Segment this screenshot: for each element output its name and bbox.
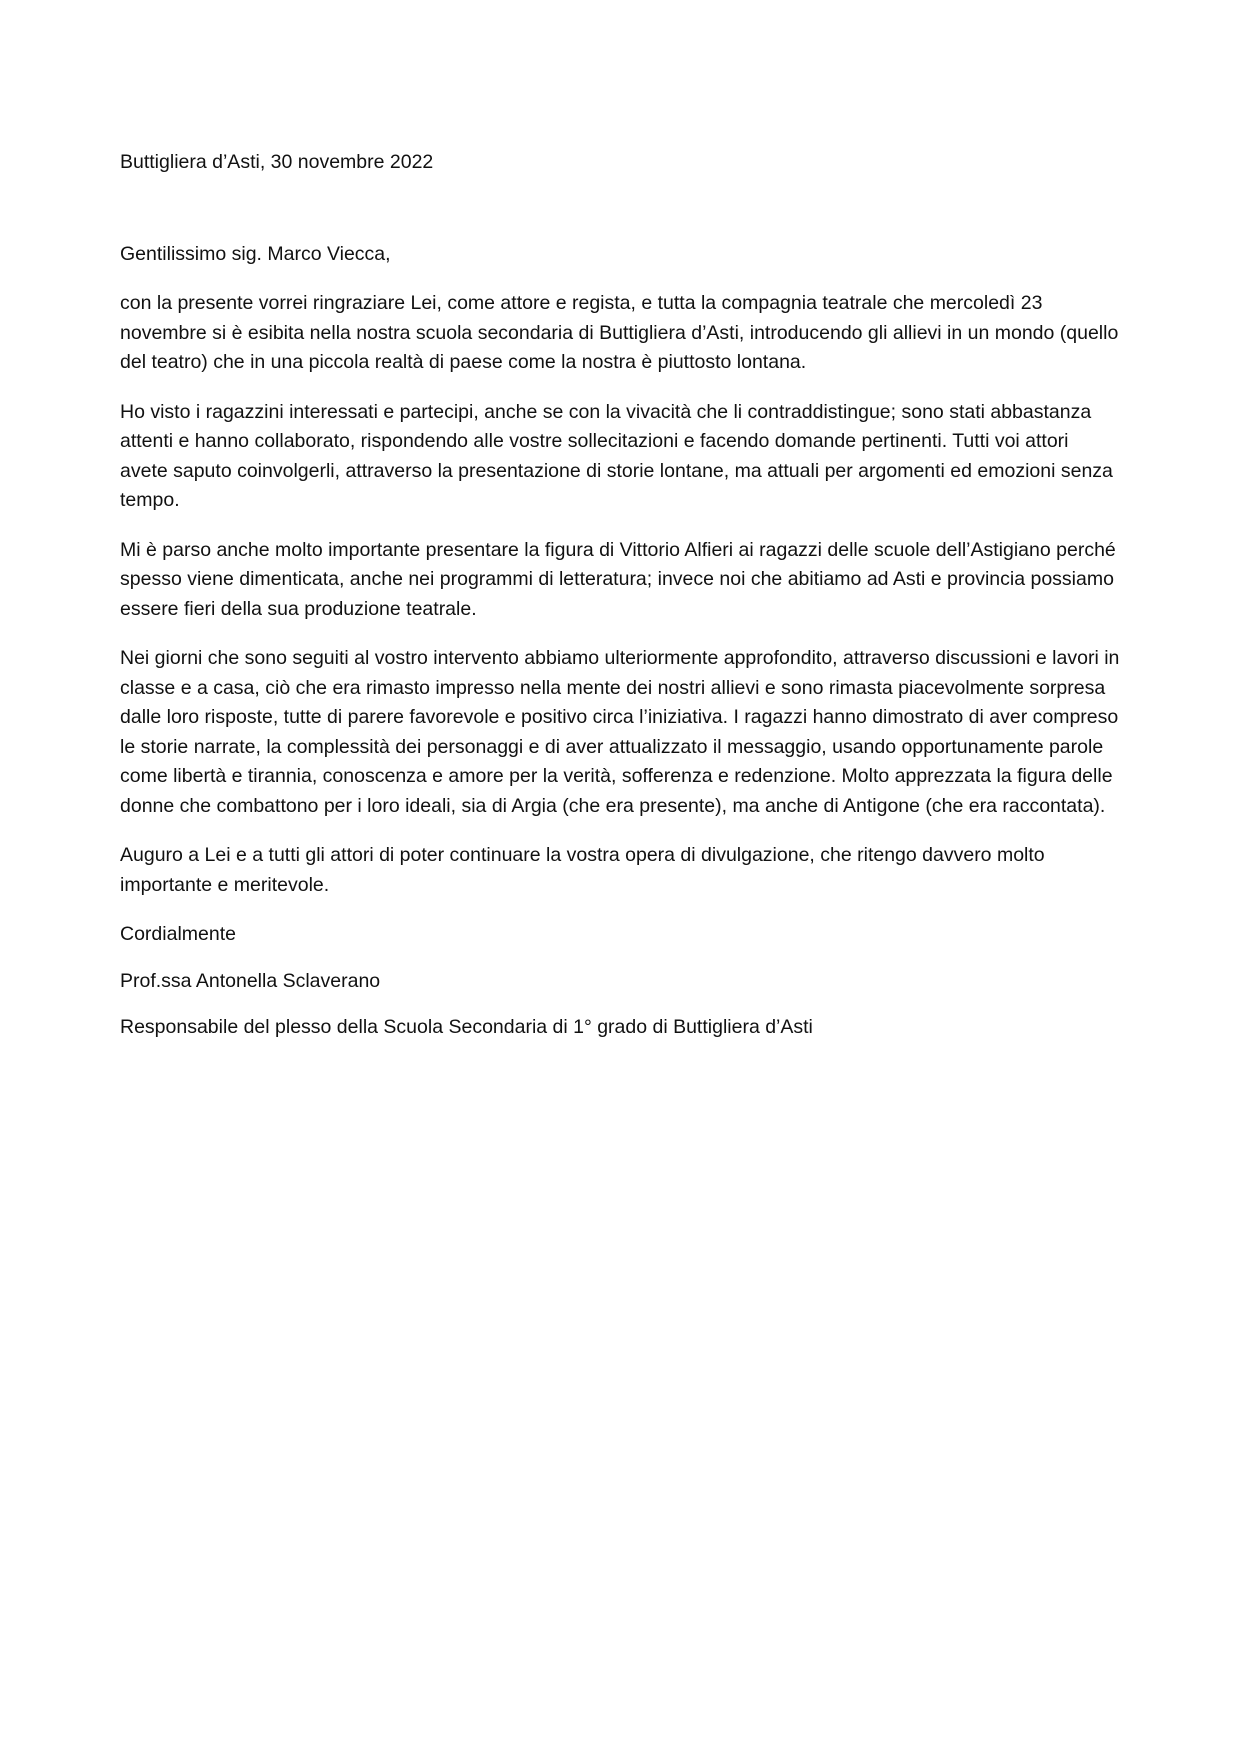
paragraph-follow-up: Nei giorni che sono seguiti al vostro intervento abbiamo ulteriormente approfondito, attraverso discussioni e lavori in classe e a casa, ciò che era rimasto impresso nella mente dei nostri allievi e sono rimasta piacevolmente sorpresa dalle loro risposte, tutte di parere favorevole e positivo circa l’iniziativa. I ragazzi hanno dimostrato di aver compreso le storie narrate, la complessità dei personaggi e di aver attualizzato il messaggio, usando opportunamente parole come libertà e tirannia, conoscenza e amore per la verità, sofferenza e redenzione. Molto apprezzata la figura delle donne che combattono per i loro ideali, sia di Argia (che era presente), ma anche di Antigone (che era raccontata).	[120, 647, 1120, 817]
paragraph-students: Ho visto i ragazzini interessati e partecipi, anche se con la vivacità che li contraddistingue; sono stati abbastanza attenti e hanno collaborato, rispondendo alle vostre sollecitazioni e facendo domande pertinenti. Tutti voi attori avete saputo coinvolgerli, attraverso la presentazione di storie lontane, ma attuali per argomenti ed emozioni senza tempo.	[120, 400, 1113, 511]
paragraph-thanks: con la presente vorrei ringraziare Lei, come attore e regista, e tutta la compagnia teatrale che mercoledì 23 novembre si è esibita nella nostra scuola secondaria di Buttigliera d’Asti, introducendo gli allievi in un mondo (quello del teatro) che in una piccola realtà di paese come la nostra è piuttosto lontana.	[120, 292, 1119, 373]
closing: Cordialmente	[120, 923, 236, 945]
paragraph-alfieri: Mi è parso anche molto importante presentare la figura di Vittorio Alfieri ai ragazzi delle scuole dell’Astigiano perché spesso viene dimenticata, anche nei programmi di letteratura; invece noi che abitiamo ad Asti e provincia possiamo essere fieri della sua produzione teatrale.	[120, 538, 1116, 620]
signature: Prof.ssa Antonella Sclaverano	[120, 969, 381, 992]
date-line: Buttigliera d’Asti, 30 novembre 2022	[120, 151, 434, 173]
letter-body	[120, 148, 1120, 1060]
paragraph-wishes: Auguro a Lei e a tutti gli attori di poter continuare la vostra opera di divulgazione, che ritengo davvero molto importante e meritevole.	[120, 844, 1045, 896]
signer-role: Responsabile del plesso della Scuola Secondaria di 1° grado di Buttigliera d’Asti	[120, 1016, 813, 1038]
salutation: Gentilissimo sig. Marco Viecca,	[120, 242, 391, 265]
